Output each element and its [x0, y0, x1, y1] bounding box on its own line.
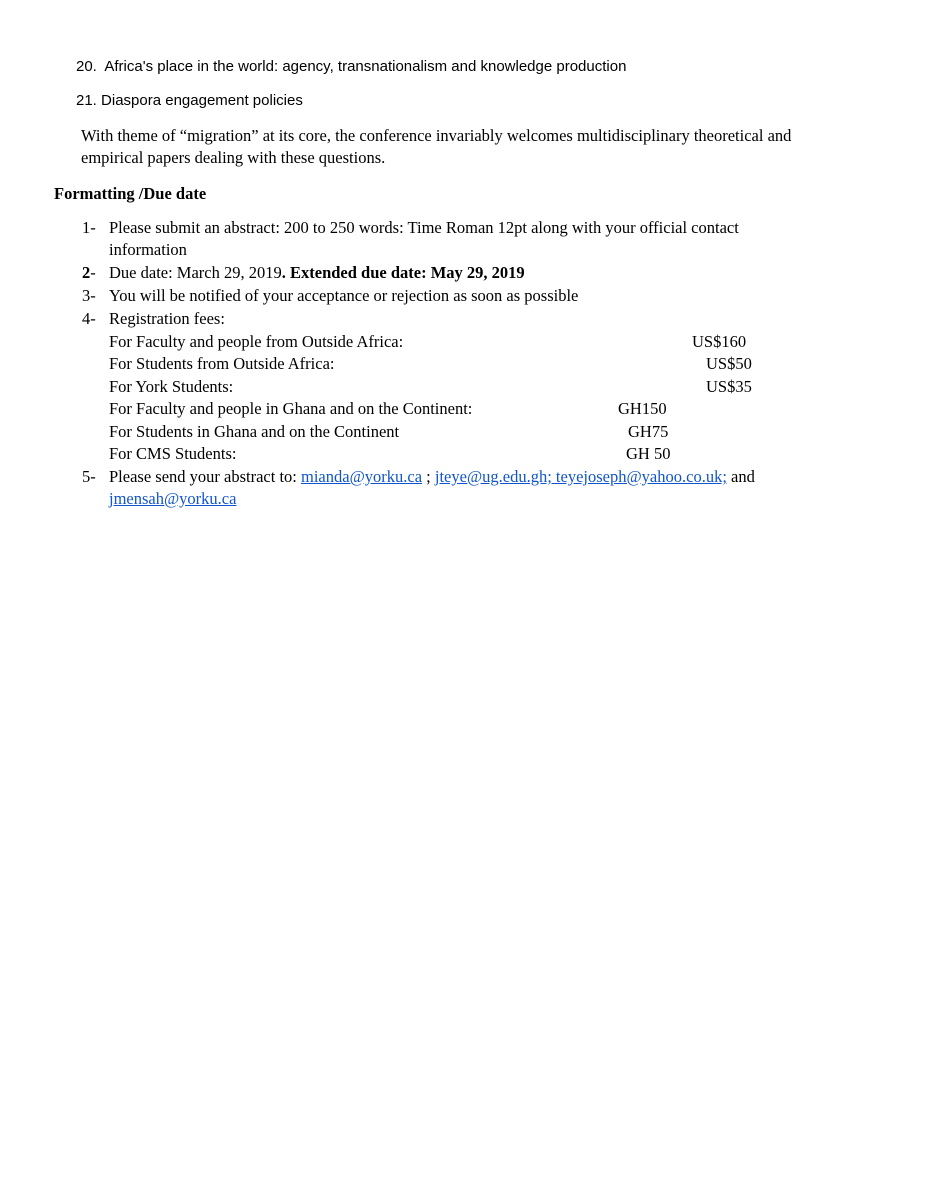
fee-amount: GH75: [628, 422, 669, 441]
due-date-text: Due date: March 29, 2019: [109, 263, 282, 282]
fee-amount: GH150: [618, 399, 667, 418]
item-2-text: [109, 262, 525, 284]
fee-label: For York Students:: [109, 377, 234, 396]
topic-number: 20.: [76, 58, 97, 75]
extended-due-date-text: . Extended due date: May 29, 2019: [281, 263, 525, 282]
topic-text: Diaspora engagement policies: [101, 92, 303, 109]
fee-label: For Students from Outside Africa:: [109, 354, 335, 373]
section-heading: Formatting /Due date: [54, 184, 207, 203]
item-2-number-suffix: -: [90, 263, 96, 282]
fee-amount: GH 50: [626, 444, 671, 463]
item-5-number: 5-: [82, 467, 96, 486]
email-link-jteye-teyejoseph[interactable]: jteye@ug.edu.gh; teyejoseph@yahoo.co.uk;: [434, 467, 727, 486]
fee-label: For Faculty and people in Ghana and on the Continent:: [109, 399, 473, 418]
theme-paragraph-line-1: With theme of “migration” at its core, the conference invariably welcomes multidisciplinary theoretical and: [81, 126, 792, 145]
fee-label: For Students in Ghana and on the Continent: [109, 422, 400, 441]
item-2-number-digit: 2: [82, 263, 91, 282]
topic-item-20: [76, 56, 626, 78]
item-5-prefix: Please send your abstract to:: [109, 467, 301, 486]
email-link-mianda[interactable]: mianda@yorku.ca: [301, 467, 423, 486]
item-5-text: [109, 466, 755, 488]
fee-amount: US$160: [692, 332, 747, 351]
item-4-text: Registration fees:: [109, 309, 225, 328]
fee-label: For CMS Students:: [109, 444, 237, 463]
email-link-jmensah[interactable]: jmensah@yorku.ca: [109, 489, 237, 508]
item-5-line-2: [109, 488, 236, 510]
item-3-number: 3-: [82, 286, 96, 305]
topic-number: 21.: [76, 92, 97, 109]
theme-paragraph-line-2: empirical papers dealing with these questions.: [81, 148, 386, 167]
topic-item-21: [76, 90, 303, 112]
item-3-text: You will be notified of your acceptance or rejection as soon as possible: [109, 286, 579, 305]
separator: ;: [422, 467, 435, 486]
item-1-text-line-2: information: [109, 240, 187, 259]
item-2-number: [82, 262, 96, 284]
item-4-number: 4-: [82, 309, 96, 328]
fee-label: For Faculty and people from Outside Africa:: [109, 332, 404, 351]
item-1-number: 1-: [82, 218, 96, 237]
fee-amount: US$50: [706, 354, 752, 373]
separator: and: [726, 467, 755, 486]
fee-amount: US$35: [706, 377, 752, 396]
topic-text: Africa's place in the world: agency, transnationalism and knowledge production: [104, 58, 627, 75]
item-1-text-line-1: Please submit an abstract: 200 to 250 words: Time Roman 12pt along with your official contact: [109, 218, 739, 237]
